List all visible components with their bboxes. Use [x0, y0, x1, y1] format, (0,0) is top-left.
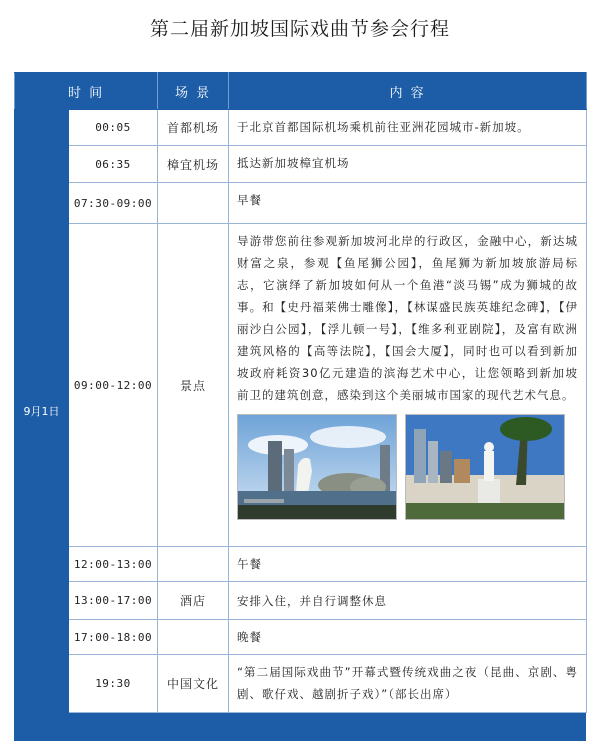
- place-cell: 樟宜机场: [158, 146, 229, 183]
- header-place: 场 景: [158, 73, 229, 110]
- table-header-row: [15, 73, 587, 110]
- content-cell: 晚餐: [229, 620, 587, 655]
- place-cell: 首都机场: [158, 110, 229, 146]
- table-row: [15, 547, 587, 582]
- place-cell: 中国文化: [158, 655, 229, 713]
- content-cell: 安排入住，并自行调整休息: [229, 582, 587, 620]
- place-cell: 景点: [158, 224, 229, 547]
- place-cell: 酒店: [158, 582, 229, 620]
- content-text: 导游带您前往参观新加坡河北岸的行政区，金融中心，新达城财富之泉，参观【鱼尾狮公园】，鱼尾狮为新加坡旅游局标志，它演绎了新加坡如何从一个鱼港“淡马锡”成为狮城的故事。和【史丹福莱佛士雕像】，【林谋盛民族英雄纪念碑】，【伊丽沙白公园】，【浮儿顿一号】，【维多利亚剧院】，及富有欧洲建筑风格的【高等法院】，【国会大厦】，同时也可以看到新加坡政府耗资30亿元建造的滨海艺术中心，让您领略到新加坡前卫的建筑创意，感染到这个美丽城市国家的现代艺术气息。: [237, 234, 579, 402]
- photo-strip: [237, 414, 578, 520]
- table-row: [15, 224, 587, 547]
- time-cell: 12:00-13:00: [69, 547, 158, 582]
- content-cell: 早餐: [229, 183, 587, 224]
- table-row: [15, 146, 587, 183]
- table-row: [15, 183, 587, 224]
- time-cell: 06:35: [69, 146, 158, 183]
- raffles-statue-photo: [405, 414, 565, 520]
- header-content: 内 容: [229, 73, 587, 110]
- table-row: [15, 582, 587, 620]
- place-cell: [158, 620, 229, 655]
- content-cell: 午餐: [229, 547, 587, 582]
- content-cell: [229, 224, 587, 547]
- date-cell: 9月1日: [15, 110, 69, 713]
- table-row: [15, 620, 587, 655]
- place-cell: [158, 183, 229, 224]
- time-cell: 09:00-12:00: [69, 224, 158, 547]
- header-time: 时 间: [15, 73, 158, 110]
- time-cell: 19:30: [69, 655, 158, 713]
- content-cell: “第二届国际戏曲节”开幕式暨传统戏曲之夜（昆曲、京剧、粤剧、歌仔戏、越剧折子戏）”（部长出席）: [229, 655, 587, 713]
- table-row: [15, 110, 587, 146]
- merlion-park-photo: [237, 414, 397, 520]
- time-cell: 13:00-17:00: [69, 582, 158, 620]
- page-title: 第二届新加坡国际戏曲节参会行程: [149, 18, 450, 40]
- schedule-table: [14, 72, 587, 713]
- time-cell: 17:00-18:00: [69, 620, 158, 655]
- time-cell: 07:30-09:00: [69, 183, 158, 224]
- time-cell: 00:05: [69, 110, 158, 146]
- table-row: [15, 655, 587, 713]
- content-cell: 于北京首都国际机场乘机前往亚洲花园城市-新加坡。: [229, 110, 587, 146]
- place-cell: [158, 547, 229, 582]
- content-cell: 抵达新加坡樟宜机场: [229, 146, 587, 183]
